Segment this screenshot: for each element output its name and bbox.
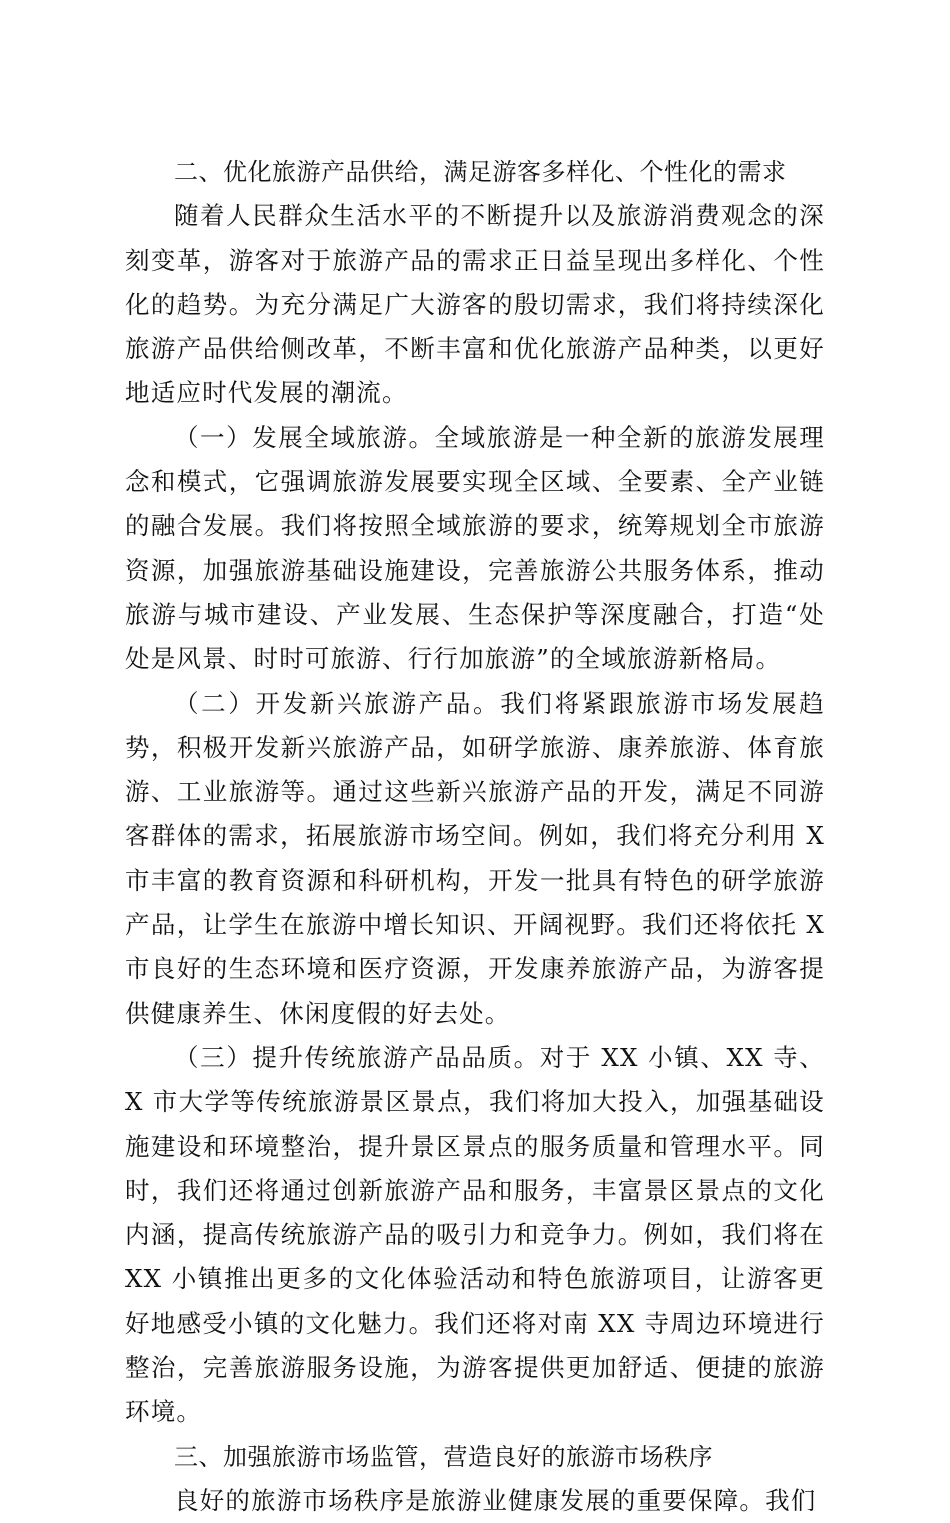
sub2-title: （二）开发新兴旅游产品。 [174, 688, 501, 718]
paragraph-sub2 [125, 682, 825, 1036]
paragraph-sub3 [125, 1036, 825, 1435]
paragraph-last: 良好的旅游市场秩序是旅游业健康发展的重要保障。我们 [174, 1485, 817, 1515]
document-page [125, 150, 825, 1523]
sub3-title: （三）提升传统旅游产品品质。 [174, 1042, 540, 1072]
paragraph-sub1 [125, 416, 825, 682]
paragraph-intro: 随着人民群众生活水平的不断提升以及旅游消费观念的深刻变革，游客对于旅游产品的需求正日益呈现出多样化、个性化的趋势。为充分满足广大游客的殷切需求，我们将持续深化旅游产品供给侧改革，不断丰富和优化旅游产品种类，以更好地适应时代发展的潮流。 [125, 201, 825, 408]
sub1-title: （一）发展全域旅游。 [174, 422, 435, 452]
section-heading-3: 三、加强旅游市场监管，营造良好的旅游市场秩序 [174, 1442, 713, 1471]
section-heading-2: 二、优化旅游产品供给，满足游客多样化、个性化的需求 [174, 158, 787, 186]
sub2-body: 我们将紧跟旅游市场发展趋势，积极开发新兴旅游产品，如研学旅游、康养旅游、体育旅游、工业旅游等。通过这些新兴旅游产品的开发，满足不同游客群体的需求，拓展旅游市场空间。例如，我们将充分利用 X 市丰富的教育资源和科研机构，开发一批具有特色的研学旅游产品，让学生在旅游中增长知识、开阔视野。我们还将依托 X 市良好的生态环境和医疗资源，开发康养旅游产品，为游客提供健康养生、休闲度假的好去处。 [125, 688, 825, 1028]
sub1-body: 全域旅游是一种全新的旅游发展理念和模式，它强调旅游发展要实现全区域、全要素、全产业链的融合发展。我们将按照全域旅游的要求，统筹规划全市旅游资源，加强旅游基础设施建设，完善旅游公共服务体系，推动旅游与城市建设、产业发展、生态保护等深度融合，打造“处处是风景、时时可旅游、行行加旅游”的全域旅游新格局。 [125, 422, 826, 674]
sub3-body: 对于 XX 小镇、XX 寺、X 市大学等传统旅游景区景点，我们将加大投入，加强基础设施建设和环境整治，提升景区景点的服务质量和管理水平。同时，我们还将通过创新旅游产品和服务，丰富景区景点的文化内涵，提高传统旅游产品的吸引力和竞争力。例如，我们将在 XX 小镇推出更多的文化体验活动和特色旅游项目，让游客更好地感受小镇的文化魅力。我们还将对南 XX 寺周边环境进行整治，完善旅游服务设施，为游客提供更加舒适、便捷的旅游环境。 [125, 1042, 825, 1427]
